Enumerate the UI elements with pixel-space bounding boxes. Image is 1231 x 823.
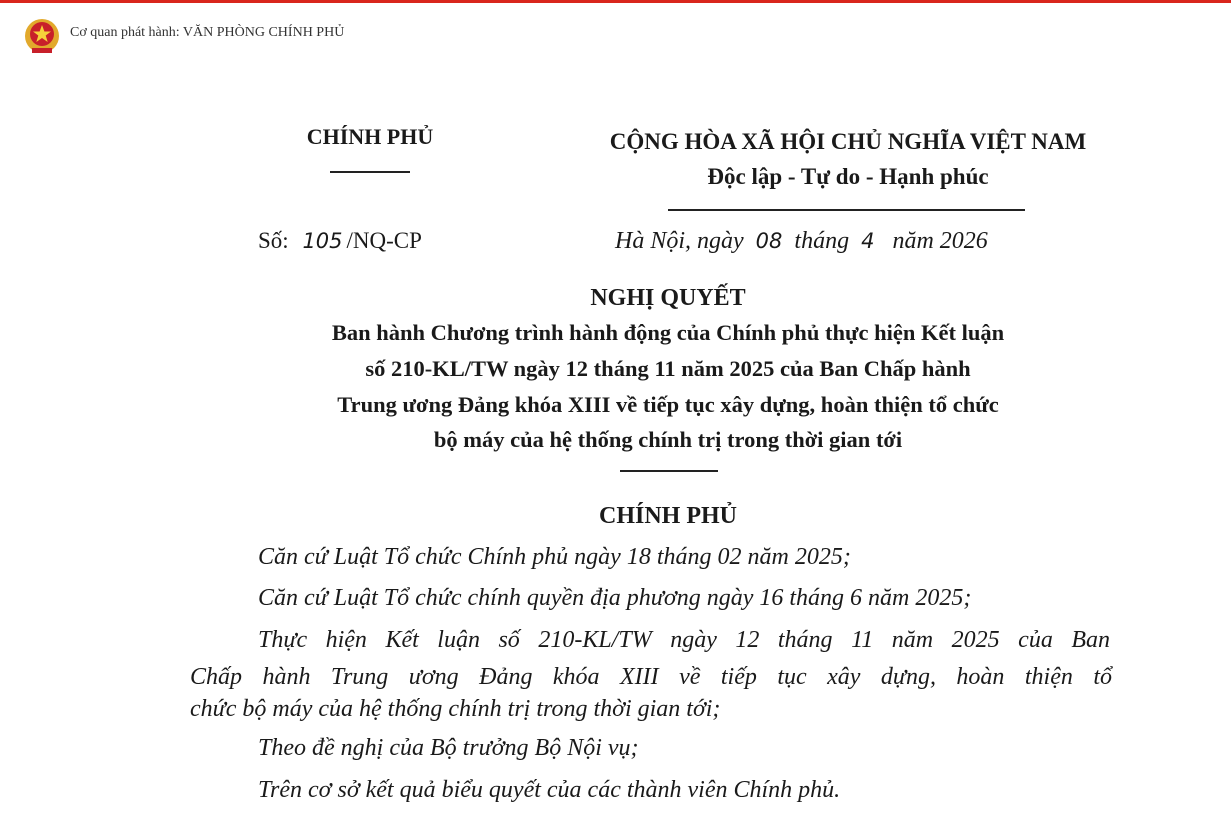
vietnam-national-emblem-icon (22, 17, 62, 57)
number-suffix: /NQ-CP (346, 228, 422, 253)
subject-line: số 210-KL/TW ngày 12 tháng 11 năm 2025 của Ban Chấp hành (365, 356, 971, 381)
subject-line: Ban hành Chương trình hành động của Chính phủ thực hiện Kết luận (331, 320, 1005, 345)
document-date (615, 229, 988, 253)
preamble-line: Căn cứ Luật Tổ chức chính quyền địa phương ngày 16 tháng 6 năm 2025; (258, 585, 972, 611)
preamble-line: Chấp hành Trung ương Đảng khóa XIII về tiếp tục xây dựng, hoàn thiện tổ (190, 664, 1112, 690)
agency-name: CHÍNH PHỦ (306, 124, 434, 149)
number-prefix: Số: (258, 228, 289, 253)
divider (620, 470, 718, 472)
month-label: tháng (794, 228, 850, 254)
preamble-line: Thực hiện Kết luận số 210-KL/TW ngày 12 tháng 11 năm 2025 của Ban (258, 627, 1110, 653)
document-number (258, 229, 422, 252)
date-place: Hà Nội, ngày (615, 228, 744, 254)
preamble-line: chức bộ máy của hệ thống chính trị trong thời gian tới; (190, 696, 721, 722)
month-handwritten: 4 (861, 229, 875, 253)
divider (330, 171, 410, 173)
subject-line: bộ máy của hệ thống chính trị trong thời gian tới (433, 427, 903, 452)
preamble-line: Theo đề nghị của Bộ trưởng Bộ Nội vụ; (258, 735, 639, 761)
day-handwritten: 08 (755, 229, 783, 253)
preamble-line: Căn cứ Luật Tổ chức Chính phủ ngày 18 tháng 02 năm 2025; (258, 544, 851, 570)
preamble-line: Trên cơ sở kết quả biểu quyết của các thành viên Chính phủ. (258, 777, 841, 803)
issuer-heading: CHÍNH PHỦ (599, 503, 737, 529)
year-label: năm 2026 (892, 228, 988, 254)
issuer-label: Cơ quan phát hành: VĂN PHÒNG CHÍNH PHỦ (70, 25, 345, 40)
divider (668, 209, 1025, 211)
document-type: NGHỊ QUYẾT (590, 285, 746, 311)
top-accent-bar (0, 0, 1231, 3)
country-name: CỘNG HÒA XÃ HỘI CHỦ NGHĨA VIỆT NAM (609, 129, 1087, 154)
national-motto: Độc lập - Tự do - Hạnh phúc (707, 164, 989, 189)
subject-line: Trung ương Đảng khóa XIII về tiếp tục xây dựng, hoàn thiện tổ chức (337, 392, 999, 417)
number-handwritten: 105 (302, 229, 343, 253)
